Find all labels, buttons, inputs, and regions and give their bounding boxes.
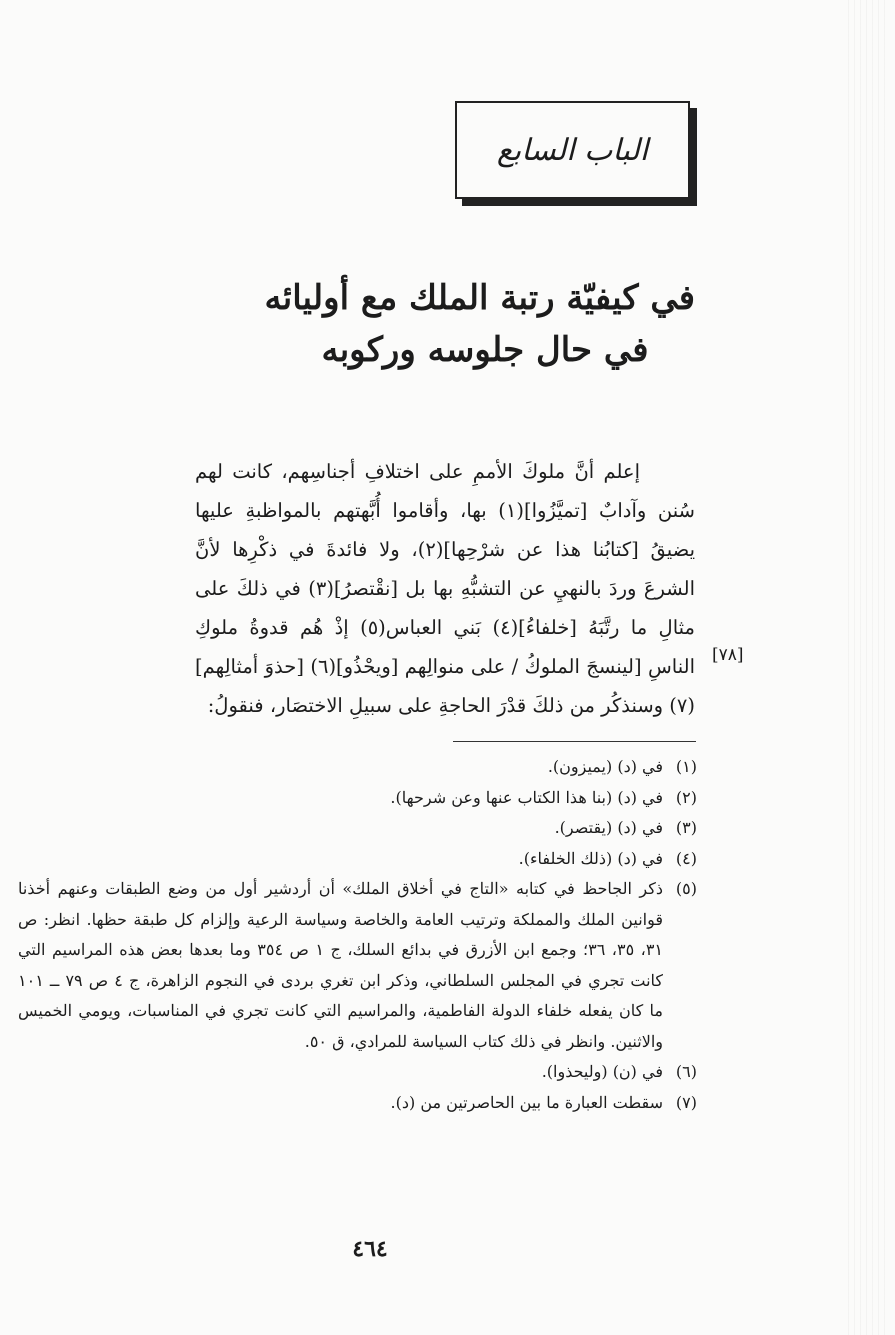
footnote-text: في (د) (يميزون). xyxy=(547,757,663,776)
footnote xyxy=(18,813,697,844)
footnote xyxy=(18,1057,697,1088)
footnote xyxy=(18,1088,697,1119)
footnote-number: (٧) xyxy=(675,1092,697,1112)
footnote-number: (٢) xyxy=(675,787,697,807)
footnote-number: (٣) xyxy=(675,818,697,837)
footnote-number: (٥) xyxy=(675,879,697,898)
section-heading-line-1: في كيفيّة رتبة الملك مع أوليائه xyxy=(264,278,695,318)
footnote-text: سقطت العبارة ما بين الحاصرتين من (د). xyxy=(390,1092,663,1112)
section-heading-line-2: في حال جلوسه وركوبه xyxy=(321,330,649,370)
footnote-text: في (ن) (وليحذوا). xyxy=(541,1062,663,1081)
margin-page-marker: [٧٨] xyxy=(712,645,744,665)
footnote-text: ذكر الجاحظ في كتابه «التاج في أخلاق الملك» أن أردشير أول من وضع الطبقات وعنهم أخذنا قوانين الملك والمملكة وترتيب العامة والخاصة وسياسة الرعية وإلزام كل طبقة حظها. انظر: ص ٣١، ٣٥، ٣٦؛ وجمع ابن الأزرق في بدائع السلك، ج ١ ص ٣٥٤ وما بعدها بعض هذه المراسيم التي كانت تجري في المجلس السلطاني، وذكر ابن تغري بردى في النجوم الزاهرة، ج ٤ ص ٧٩ ــ ١٠١ ما كان يفعله خلفاء الدولة الفاطمية، والمراسيم التي كانت تجري في المناسبات، ويومي الخميس والاثنين. وانظر في ذلك كتاب السياسة للمرادي، ق ٥٠. xyxy=(18,879,664,1051)
footnote xyxy=(18,752,697,783)
page-edge-shading xyxy=(848,0,888,1335)
footnote-text: في (د) (بنا هذا الكتاب عنها وعن شرحها). xyxy=(390,787,663,807)
footnote xyxy=(18,844,697,875)
page-number: ٤٦٤ xyxy=(352,1236,388,1262)
footnote xyxy=(18,783,697,814)
footnote-number: (٤) xyxy=(675,848,697,868)
footnote xyxy=(18,874,697,1057)
footnote-number: (٦) xyxy=(675,1062,697,1081)
chapter-label: الباب السابع xyxy=(496,132,649,168)
footnote-text: في (د) (ذلك الخلفاء). xyxy=(518,848,663,868)
chapter-title-box xyxy=(455,101,690,199)
footnote-divider xyxy=(453,741,696,742)
body-paragraph: إعلم أنَّ ملوكَ الأممِ على اختلافِ أجناسِهم، كانت لهم سُنن وآدابٌ [تميَّزُوا](١) بها، وأقاموا أُبَّهتهم بالمواظبةِ عليها يضيقُ [كتابُنا هذا عن شرْحِها](٢)، ولا فائدةَ في ذكْرِها لأنَّ الشرعَ وردَ بالنهيِ عن التشبُّهِ بها بل [نقْتصرُ](٣) في ذلكَ على مثالِ ما رتَّبَهُ [خلفاءُ](٤) بَني العباس(٥) إذْ هُم قدوةُ ملوكِ الناسِ [لينسجَ الملوكُ / على منوالِهم [ويحْذُو](٦) [حذوَ أمثالِهم](٧) وسنذكُر من ذلكَ قدْرَ الحاجةِ على سبيلِ الاختصَار، فنقولُ: xyxy=(195,460,695,717)
body-text xyxy=(195,452,695,725)
footnote-text: في (د) (يقتصر). xyxy=(554,818,663,837)
footnotes xyxy=(18,752,697,1118)
footnote-number: (١) xyxy=(675,757,697,776)
